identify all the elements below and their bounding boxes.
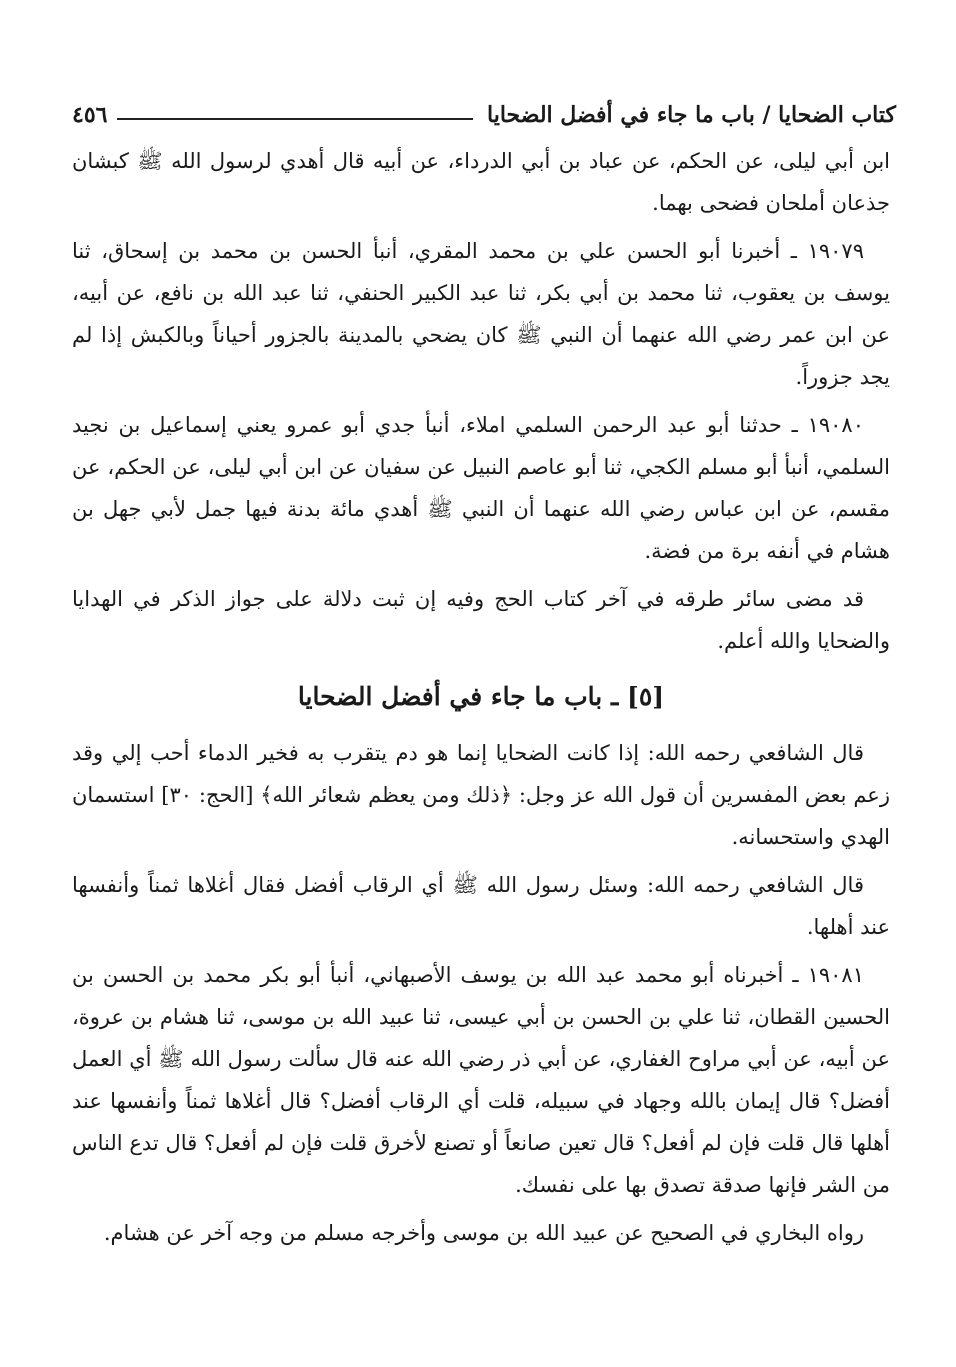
bukhari-note: رواه البخاري في الصحيح عن عبيد الله بن موسى وأخرجه مسلم من وجه آخر عن هشام. [103, 1221, 864, 1245]
section-heading: [٥] ـ باب ما جاء في أفضل الضحايا [297, 682, 665, 711]
hadith-19081: ١٩٠٨١ ـ أخبرناه أبو محمد عبد الله بن يوسف الأصبهاني، أنبأ أبو بكر محمد بن الحسن بن الحسين القطان، ثنا علي بن الحسن بن أبي عيسى، ثنا عبيد الله بن موسى، ثنا هشام بن عروة، عن أبيه، عن أبي مراوح الغفاري، عن أبي ذر رضي الله عنه قال سألت رسول الله ﷺ أي العمل أفضل؟ قال إيمان بالله وجهاد في سبيله، قلت أي الرقاب أفضل؟ قال أغلاها ثمناً وأنفسها عند أهلها قال قلت فإن لم أفعل؟ قال تعين صانعاً أو تصنع لأخرق قلت فإن لم أفعل؟ قال تدع الناس من الشر فإنها صدقة تصدق بها على نفسك. [72, 963, 890, 1197]
header-rule [117, 118, 473, 120]
hadith-19079: ١٩٠٧٩ ـ أخبرنا أبو الحسن علي بن محمد المقري، أنبأ الحسن بن محمد بن إسحاق، ثنا يوسف بن يعقوب، ثنا محمد بن أبي بكر، ثنا عبد الكبير الحنفي، ثنا عبد الله بن نافع، عن أبيه، عن ابن عمر رضي الله عنهما أن النبي ﷺ كان يضحي بالمدينة بالجزور أحياناً وبالكبش إذا لم يجد جزوراً. [72, 239, 890, 389]
page-body [72, 140, 890, 1260]
page-number: ٤٥٦ [72, 102, 108, 128]
page-header [72, 88, 896, 128]
shafii-quote-2: قال الشافعي رحمه الله: وسئل رسول الله ﷺ أي الرقاب أفضل فقال أغلاها ثمناً وأنفسها عند أهلها. [72, 873, 890, 939]
paragraph-continuation: ابن أبي ليلى، عن الحكم، عن عباد بن أبي الدرداء، عن أبيه قال أهدي لرسول الله ﷺ كبشان جذعان أملحان فضحى بهما. [72, 149, 890, 215]
hadith-19080: ١٩٠٨٠ ـ حدثنا أبو عبد الرحمن السلمي املاء، أنبأ جدي أبو عمرو يعني إسماعيل بن نجيد السلمي، أنبأ أبو مسلم الكجي، ثنا أبو عاصم النبيل عن سفيان عن ابن أبي ليلى، عن الحكم، عن مقسم، عن ابن عباس رضي الله عنهما أن النبي ﷺ أهدي مائة بدنة فيها جمل لأبي جهل بن هشام في أنفه برة من فضة. [72, 413, 890, 563]
commentary-paragraph: قد مضى سائر طرقه في آخر كتاب الحج وفيه إن ثبت دلالة على جواز الذكر في الهدايا والضحايا والله أعلم. [72, 587, 890, 653]
shafii-quote-1: قال الشافعي رحمه الله: إذا كانت الضحايا إنما هو دم يتقرب به فخير الدماء أحب إلي وقد زعم بعض المفسرين أن قول الله عز وجل: ﴿ذلك ومن يعظم شعائر الله﴾ [الحج: ٣٠] استسمان الهدي واستحسانه. [72, 741, 890, 849]
running-title: كتاب الضحايا / باب ما جاء في أفضل الضحايا [487, 102, 896, 128]
